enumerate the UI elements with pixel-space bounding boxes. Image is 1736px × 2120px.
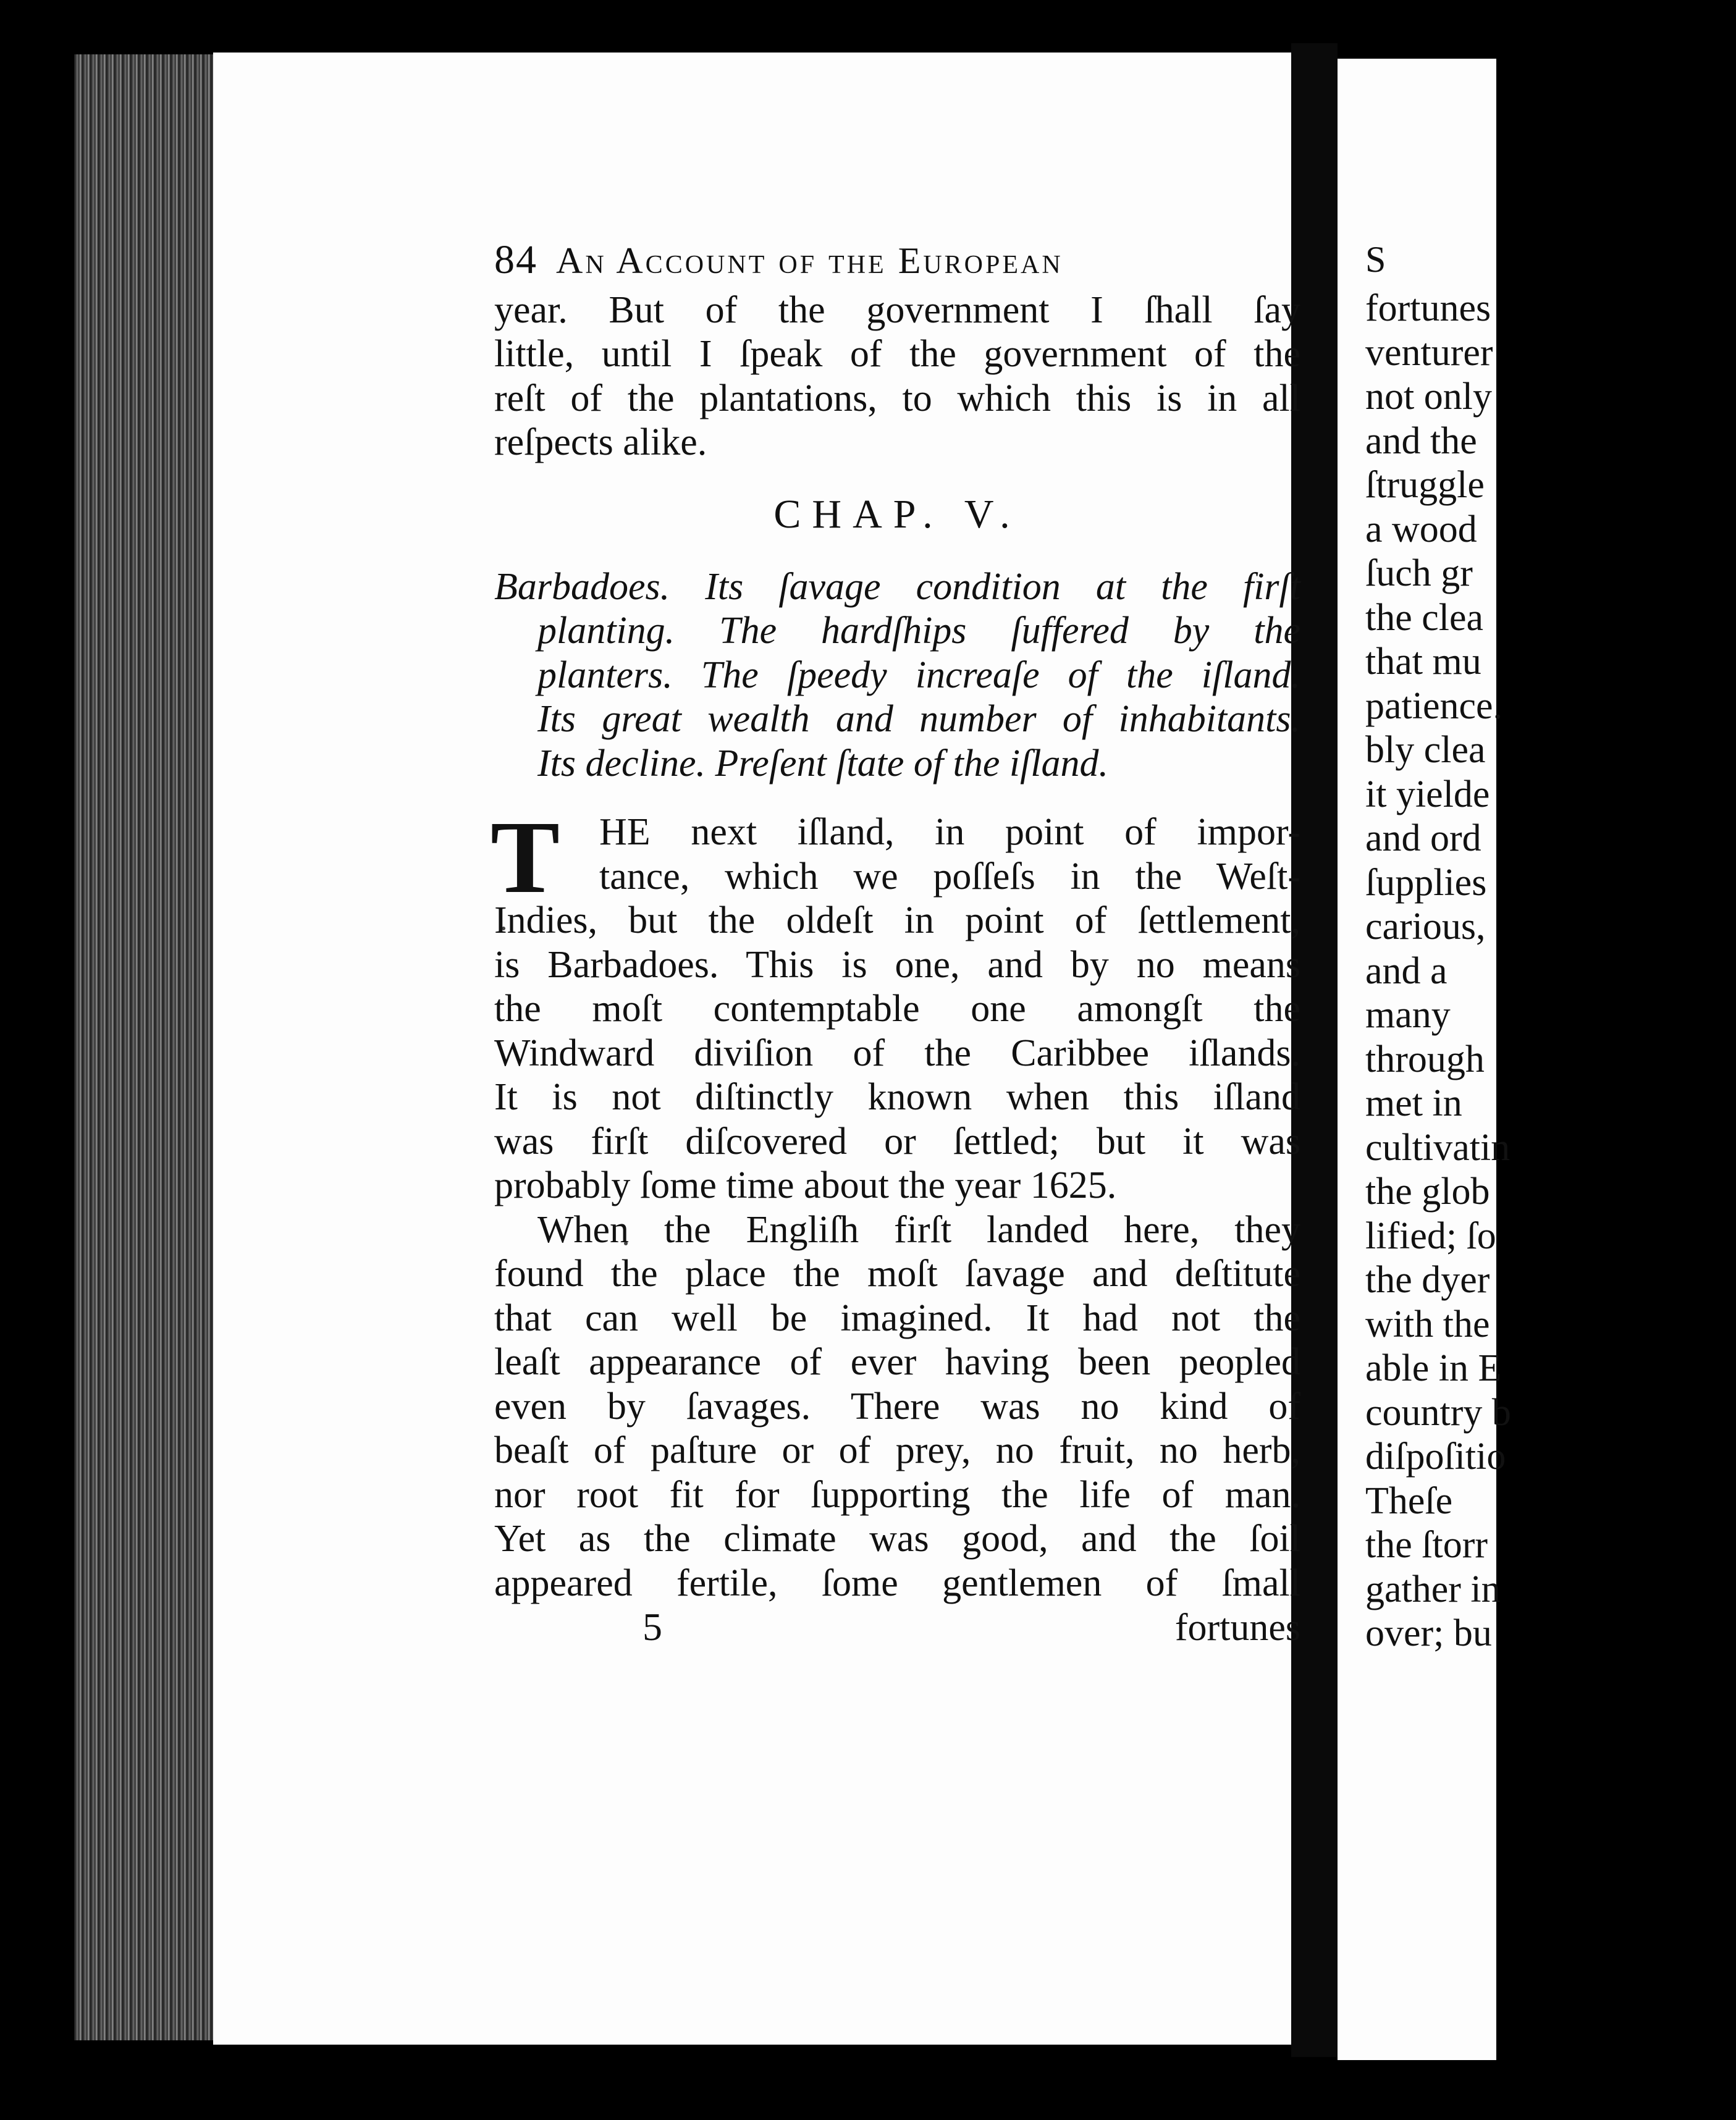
right-page-line-fragment: over; bu [1365, 1612, 1492, 1654]
right-page-line-fragment: the clea [1365, 596, 1484, 639]
text-line: leaſt appearance of ever having been peopled [494, 1341, 1300, 1383]
right-page-line-fragment: ſupplies [1365, 861, 1487, 904]
right-page-text-fragment [1365, 238, 1736, 1656]
text-line: beaſt of paſture or of prey, no fruit, no herb, [494, 1429, 1300, 1471]
right-page-line-fragment: that mu [1365, 641, 1481, 683]
right-page-line-fragment: and the [1365, 419, 1477, 462]
summary-line: Its decline. Preſent ſtate of the iſland. [537, 742, 1109, 784]
right-page-line-fragment: able in E [1365, 1347, 1502, 1389]
text-line: When the Engliſh firſt landed here, they [537, 1208, 1300, 1251]
text-line: is Barbadoes. This is one, and by no means [494, 943, 1300, 986]
summary-line: planters. The ſpeedy increaſe of the iſland. [537, 654, 1300, 696]
summary-line: planting. The hardſhips ſuffered by the [537, 610, 1300, 652]
right-page-line-fragment: cultivatin [1365, 1126, 1511, 1169]
running-head-title: An Account of the European [556, 240, 1063, 281]
text-line: found the place the moſt ſavage and deſtitute [494, 1253, 1300, 1295]
right-page-line-fragment: the glob [1365, 1171, 1490, 1213]
right-page-line-fragment: venturer [1365, 331, 1493, 374]
text-line: Yet as the climate was good, and the ſoil [494, 1518, 1300, 1560]
right-page-line-fragment: carious, [1365, 906, 1486, 948]
right-page-line-fragment: the dyer [1365, 1259, 1490, 1301]
right-page-line-fragment: the ſtorr [1365, 1524, 1488, 1566]
right-page-line-fragment: Theſe [1365, 1479, 1453, 1522]
drop-cap: T [491, 800, 560, 915]
text-line: Windward diviſion of the Caribbee iſlands. [494, 1032, 1300, 1074]
paragraph-1 [491, 800, 1300, 1208]
right-page-line-fragment: and a [1365, 949, 1447, 992]
right-page-line-fragment: lified; ſo [1365, 1214, 1496, 1257]
text-line: tance, which we poſſeſs in the Weſt- [599, 855, 1300, 898]
summary-line: Barbadoes. Its ſavage condition at the firſt [494, 565, 1300, 608]
right-page-line-fragment: bly clea [1365, 729, 1486, 771]
text-line: even by ſavages. There was no kind of [494, 1385, 1300, 1428]
right-page-line-fragment: a wood [1365, 508, 1477, 550]
text-line: the moſt contemptable one amongſt the [494, 988, 1300, 1030]
text-line: that can well be imagined. It had not the [494, 1297, 1300, 1339]
running-head [494, 238, 1300, 284]
catchword: fortunes [1174, 1607, 1300, 1649]
text-line: probably ſome time about the year 1625. [494, 1164, 1117, 1206]
right-page-line-fragment: diſpoſitio [1365, 1436, 1506, 1478]
chapter-heading: CHAP. V. [773, 491, 1021, 537]
text-line: nor root fit for ſupporting the life of man. [494, 1473, 1300, 1516]
chapter-summary [494, 565, 1300, 786]
right-page-line-fragment: with the [1365, 1303, 1490, 1345]
right-page-line-fragment: country b [1365, 1391, 1511, 1434]
right-page-line-fragment: ſtruggle [1365, 464, 1485, 506]
summary-line: Its great wealth and number of inhabitants. [537, 698, 1300, 740]
left-page-text [491, 237, 1300, 1652]
right-page-line-fragment: and ord [1365, 817, 1481, 859]
right-page-line-fragment: through [1365, 1038, 1485, 1080]
right-page-line-fragment: fortunes [1365, 287, 1491, 329]
right-page-line-fragment: met in [1365, 1082, 1462, 1124]
text-line: reſt of the plantations, to which this is in all [494, 377, 1300, 419]
right-running-head-fragment: S [1365, 239, 1389, 280]
text-line: was firſt diſcovered or ſettled; but it was [494, 1120, 1300, 1163]
right-page-line-fragment: patience. [1365, 684, 1503, 727]
text-line: HE next iſland, in point of impor- [599, 811, 1300, 853]
page-fore-edge [74, 54, 216, 2040]
text-line: little, until I ſpeak of the government of the [494, 333, 1300, 375]
text-line: year. But of the government I ſhall ſay [494, 288, 1300, 331]
text-line: appeared fertile, ſome gentlemen of ſmall [494, 1562, 1300, 1604]
right-page-line-fragment: ſuch gr [1365, 552, 1473, 594]
text-line: reſpects alike. [494, 421, 707, 463]
text-line: It is not diſtinctly known when this iſland [494, 1076, 1300, 1118]
right-page-line-fragment: it yielde [1365, 773, 1490, 815]
right-page-line-fragment: gather in [1365, 1568, 1501, 1610]
right-page-line-fragment: not only [1365, 376, 1492, 418]
page-number: 84 [494, 237, 537, 282]
continuation-paragraph [494, 288, 1300, 465]
right-page-line-fragment: many [1365, 994, 1451, 1036]
text-line: Indies, but the oldeſt in point of ſettlement, [494, 899, 1300, 941]
paragraph-2 [494, 1208, 1300, 1606]
page-footer [494, 1602, 1300, 1652]
signature-mark: 5 [643, 1605, 662, 1649]
